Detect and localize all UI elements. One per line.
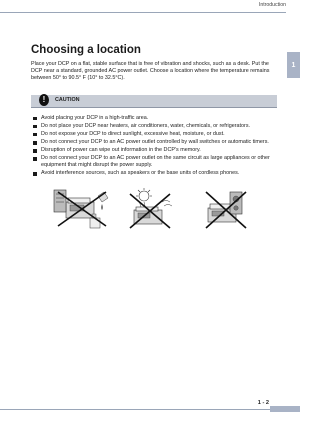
bullet-icon	[33, 149, 37, 153]
footer-rule	[0, 409, 286, 410]
page-number: 1 - 2	[257, 400, 269, 406]
caution-bar	[31, 95, 277, 108]
bullet-icon	[33, 117, 37, 121]
caution-label: CAUTION	[55, 97, 80, 103]
bullet-icon	[33, 157, 37, 161]
sunlight-hazard-illustration	[124, 188, 174, 230]
section-body: Place your DCP on a flat, stable surface that is free of vibration and shocks, such as a desk. Put the DCP near a standard, grounded AC power outlet. Choose a location where the temperature remains between 50° to 90.5° F (10° to 32.5°C).	[31, 61, 270, 81]
caution-item: Avoid placing your DCP in a high-traffic area.	[31, 115, 277, 122]
section-heading: Choosing a location	[31, 44, 141, 56]
caution-icon: !	[39, 94, 49, 106]
bullet-icon	[33, 141, 37, 145]
bullet-icon	[33, 125, 37, 129]
bullet-icon	[33, 172, 37, 176]
header-rule	[0, 12, 286, 13]
caution-item: Avoid interference sources, such as speakers or the base units of cordless phones.	[31, 170, 277, 177]
speaker-interference-illustration	[200, 188, 250, 230]
caution-item: Do not connect your DCP to an AC power outlet on the same circuit as large appliances or other equipment that might disrupt the power supply.	[31, 155, 277, 169]
caution-item: Do not expose your DCP to direct sunlight, excessive heat, moisture, or dust.	[31, 131, 277, 138]
bullet-icon	[33, 133, 37, 137]
chapter-tab: 1	[287, 52, 300, 78]
footer-tab	[270, 406, 300, 412]
caution-item: Disruption of power can wipe out information in the DCP’s memory.	[31, 147, 277, 154]
caution-item: Do not connect your DCP to an AC power outlet controlled by wall switches or automatic timers.	[31, 139, 277, 146]
caution-list	[31, 115, 277, 179]
heater-water-hazard-illustration	[52, 188, 112, 230]
header-section-title: Introduction	[258, 2, 286, 8]
caution-item: Do not place your DCP near heaters, air conditioners, water, chemicals, or refrigerators.	[31, 123, 277, 130]
